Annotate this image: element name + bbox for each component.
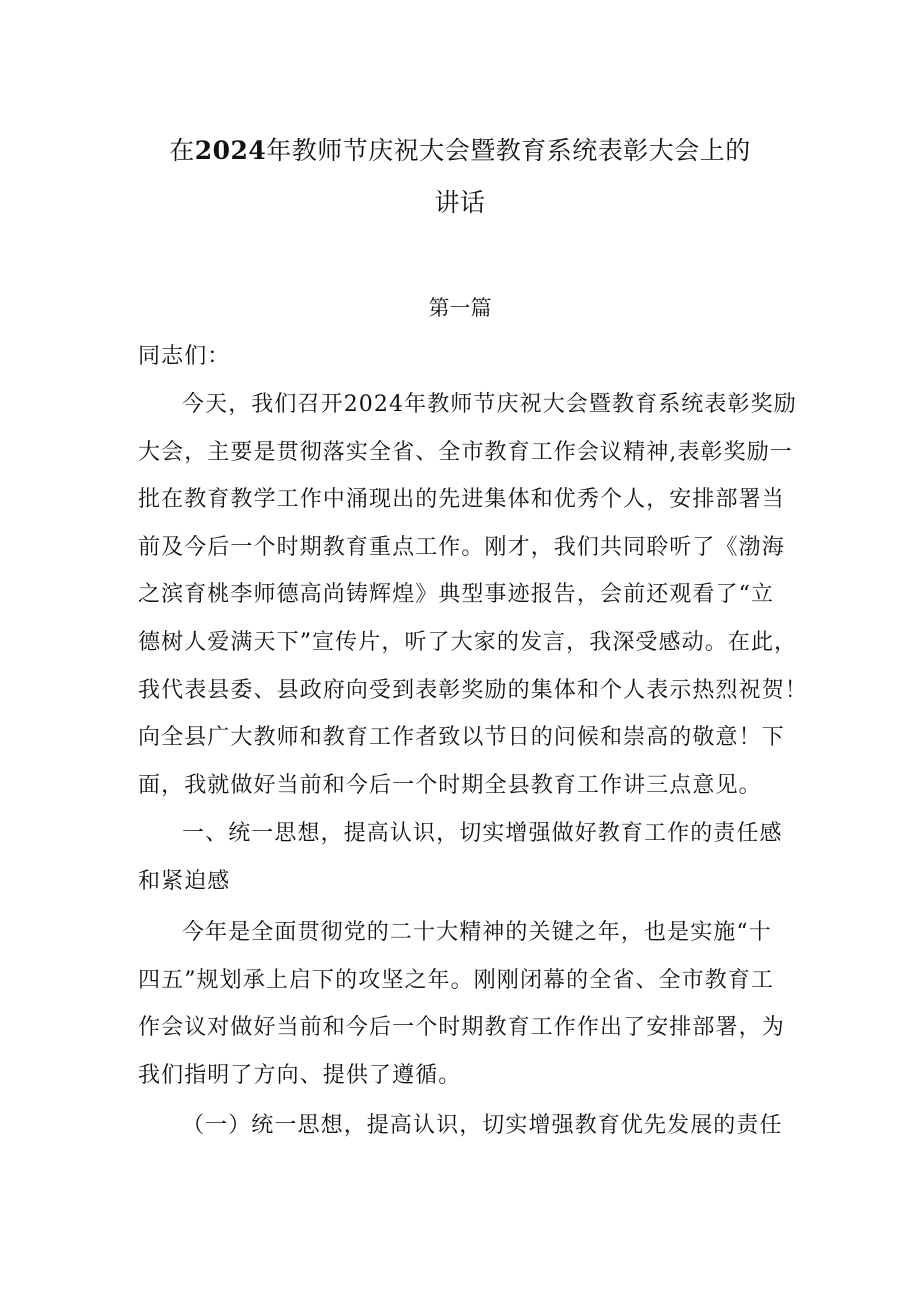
paragraph-1-line: 面，我就做好当前和今后一个时期全县教育工作讲三点意见。: [138, 772, 762, 798]
greeting-text: 同志们：: [138, 344, 231, 369]
paragraph-1-line: 大会，主要是贯彻落实全省、全市教育工作会议精神,表彰奖励一: [138, 439, 793, 465]
paragraph-2: [138, 909, 790, 1099]
paragraph-1-line: 德树人爱满天下”宣传片，听了大家的发言，我深受感动。在此，: [138, 629, 798, 655]
section-heading-1-line: 和紧迫感: [138, 868, 231, 894]
paragraph-2-line: 今年是全面贯彻党的二十大精神的关键之年，也是实施“十: [182, 920, 772, 945]
greeting: [138, 333, 790, 381]
document-title-line-1: [0, 131, 920, 167]
paragraph-1-line: 向全县广大教师和教育工作者致以节日的问候和崇高的敬意！下: [138, 725, 785, 751]
paragraph-1-line: 我代表县委、县政府向受到表彰奖励的集体和个人表示热烈祝贺！: [138, 677, 808, 703]
section-heading-1-line: 一、统一思想，提高认识，切实增强做好教育工作的责任感: [182, 821, 783, 846]
subheading-1: [138, 1102, 790, 1150]
paragraph-1: [138, 381, 808, 809]
paragraph-1-line: 批在教育教学工作中涌现出的先进集体和优秀个人，安排部署当: [138, 487, 785, 513]
paragraph-1-line: 之滨育桃李师德高尚铸辉煌》典型事迹报告，会前还观看了“立: [138, 582, 775, 608]
document-title-line-2: 讲话: [434, 188, 486, 217]
paragraph-2-line: 我们指明了方向、提供了遵循。: [138, 1062, 462, 1088]
section-label: 第一篇: [428, 296, 492, 320]
section-heading-1: [138, 810, 790, 905]
paragraph-2-line: 四五”规划承上启下的攻坚之年。刚刚闭幕的全省、全市教育工: [138, 967, 775, 993]
subheading-1-line: （一）统一思想，提高认识，切实增强教育优先发展的责任: [182, 1113, 783, 1138]
paragraph-2-line: 作会议对做好当前和今后一个时期教育工作作出了安排部署，为: [138, 1015, 785, 1041]
title-prefix: 在: [169, 136, 195, 165]
title-suffix: 年教师节庆祝大会暨教育系统表彰大会上的: [266, 136, 751, 165]
paragraph-1-line: 前及今后一个时期教育重点工作。刚才，我们共同聆听了《渤海: [138, 534, 785, 560]
title-year: 2024: [194, 136, 267, 165]
paragraph-1-line: 今天，我们召开2024年教师节庆祝大会暨教育系统表彰奖励: [182, 392, 797, 417]
